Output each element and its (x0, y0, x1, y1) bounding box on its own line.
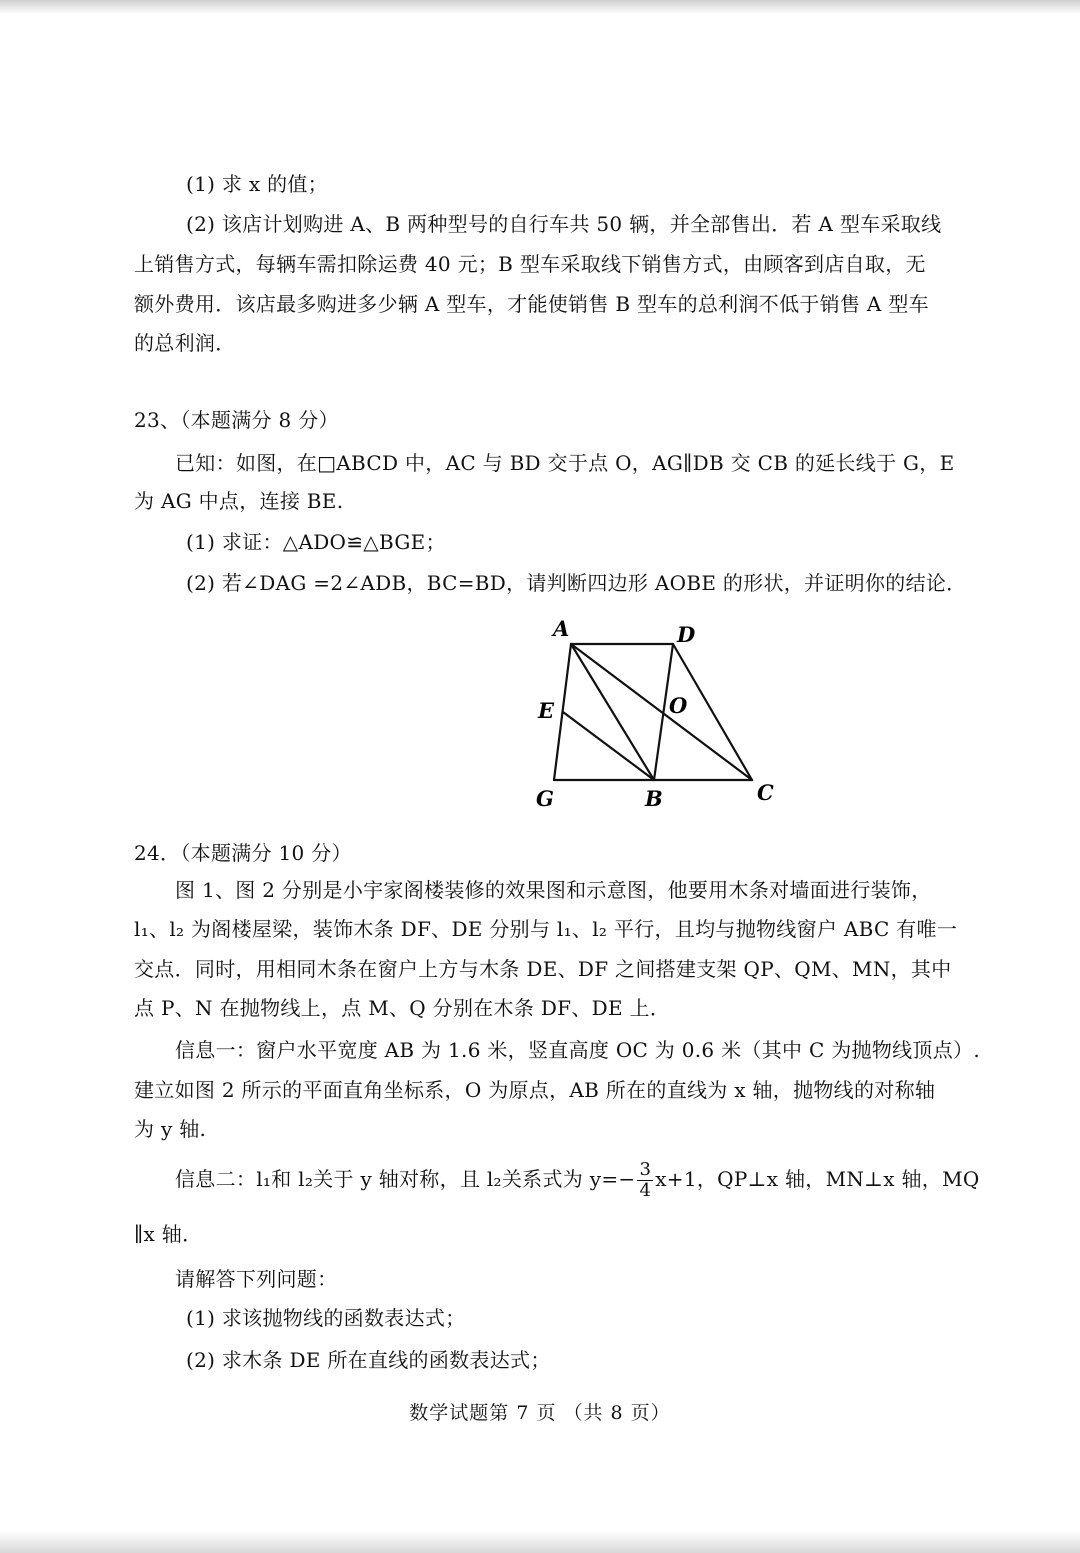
q24-header: 24．（本题满分 10 分） (134, 841, 352, 865)
segment-AB (571, 644, 654, 780)
fraction-3-4 (637, 1160, 653, 1201)
segment-AC (571, 644, 752, 780)
label-G: G (536, 786, 554, 811)
q24-intro-line4: 点 P、N 在抛物线上，点 M、Q 分别在木条 DF、DE 上． (134, 996, 671, 1020)
q22-part1: (1) 求 x 的值； (186, 172, 328, 196)
q23-header: 23、（本题满分 8 分） (134, 408, 339, 432)
q22-part2-line4: 的总利润． (134, 331, 236, 355)
scan-bottom-edge (0, 1531, 1080, 1553)
label-O: O (669, 693, 688, 718)
q22-part2-line3: 额外费用．该店最多购进多少辆 A 型车，才能使销售 B 型车的总利润不低于销售 A 型车 (134, 292, 929, 316)
q24-part2: (2) 求木条 DE 所在直线的函数表达式； (186, 1348, 551, 1372)
label-D: D (677, 622, 696, 647)
q24-prompt: 请解答下列问题： (175, 1267, 338, 1291)
label-B: B (645, 786, 663, 811)
q23-part1: (1) 求证：△ADO≌△BGE； (186, 530, 446, 554)
q23-given-line1: 已知：如图，在□ABCD 中，AC 与 BD 交于点 O，AG∥DB 交 CB 的延长线于 G，E (175, 451, 955, 475)
q24-intro-line3: 交点．同时，用相同木条在窗户上方与木条 DE、DF 之间搭建支架 QP、QM、MN，其中 (134, 957, 952, 981)
q24-intro-line1: 图 1、图 2 分别是小宇家阁楼装修的效果图和示意图，他要用木条对墙面进行装饰， (175, 878, 932, 902)
q24-part1: (1) 求该抛物线的函数表达式； (186, 1306, 466, 1330)
q24-info2-after: x+1，QP⊥x 轴，MN⊥x 轴，MQ (655, 1167, 980, 1191)
q24-info2-before: 信息二：l₁和 l₂关于 y 轴对称，且 l₂关系式为 y=− (175, 1167, 636, 1191)
scan-top-edge (0, 0, 1080, 14)
label-A: A (553, 616, 570, 641)
q24-info2-line1 (175, 1156, 990, 1202)
segment-EB (563, 712, 654, 780)
q22-part2-line1: (2) 该店计划购进 A、B 两种型号的自行车共 50 辆，并全部售出．若 A 型车采取线 (186, 212, 942, 236)
q24-info1-line1: 信息一：窗户水平宽度 AB 为 1.6 米，竖直高度 OC 为 0.6 米（其中 C 为抛物线顶点）. (175, 1038, 980, 1062)
q24-intro-line2: l₁、l₂ 为阁楼屋梁，装饰木条 DF、DE 分别与 l₁、l₂ 平行，且均与抛物线窗户 ABC 有唯一 (134, 917, 958, 941)
q22-part2-line2: 上销售方式，每辆车需扣除运费 40 元；B 型车采取线下销售方式，由顾客到店自取，无 (134, 252, 926, 276)
fraction-numerator: 3 (639, 1159, 652, 1180)
page-footer: 数学试题第 7 页 （共 8 页） (409, 1402, 671, 1424)
q24-info2-line2: ∥x 轴． (134, 1222, 203, 1246)
fraction-denominator: 4 (639, 1180, 652, 1201)
q24-info1-line3: 为 y 轴. (134, 1117, 207, 1141)
q23-geometry-figure (520, 612, 800, 817)
q23-given-line2: 为 AG 中点，连接 BE. (134, 489, 344, 513)
q24-info1-line2: 建立如图 2 所示的平面直角坐标系，O 为原点，AB 所在的直线为 x 轴，抛物线的对称轴 (134, 1078, 936, 1102)
label-C: C (757, 780, 774, 805)
q23-part2: (2) 若∠DAG =2∠ADB，BC=BD，请判断四边形 AOBE 的形状，并证明你的结论． (186, 571, 967, 595)
label-E: E (538, 698, 555, 723)
